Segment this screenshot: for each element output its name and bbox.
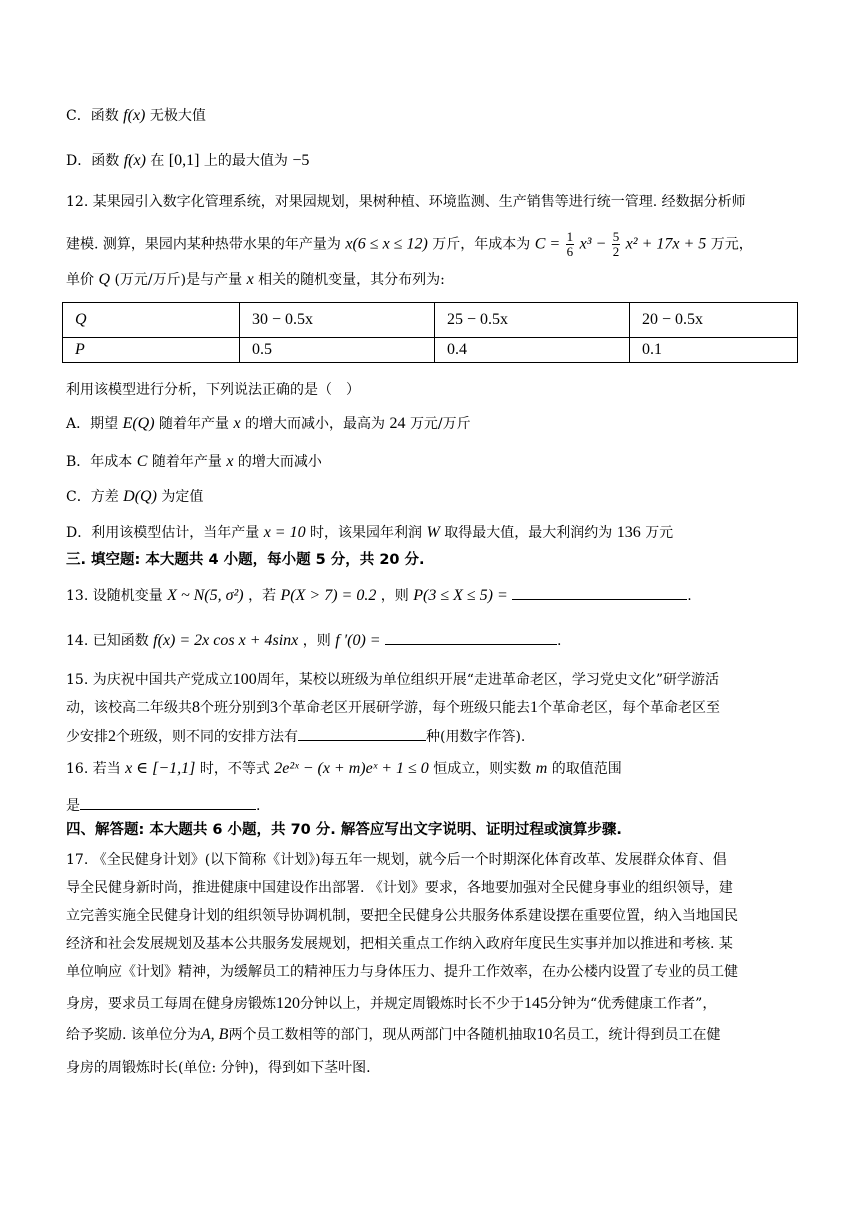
table-cell: 0.4: [435, 338, 630, 363]
denominator: 6: [566, 244, 574, 259]
text: 万元，: [710, 236, 753, 253]
text: 动，该校高二年级共: [66, 700, 192, 716]
text: 单价: [66, 272, 94, 288]
q17-line1: 17. 《全民健身计划》(以下简称《计划》)每五年一规划，就今后一个时期深化体育改革、发展群众体育、倡: [66, 852, 727, 868]
q15-line1: [66, 670, 719, 690]
q17-line8: 身房的周锻炼时长(单位: 分钟)，得到如下茎叶图.: [66, 1060, 371, 1076]
text: 的增大而减小: [237, 454, 322, 470]
text: 个班分别到: [200, 700, 270, 716]
math-expr: E(Q): [122, 415, 155, 432]
answer-blank[interactable]: [385, 630, 557, 645]
text: 15. 为庆祝中国共产党成立: [66, 672, 233, 688]
text: 万元: [645, 525, 674, 541]
math-expr: 2e²ˣ − (x + m)eˣ + 1 ≤ 0: [274, 760, 429, 777]
option-c-q11: [66, 106, 206, 126]
text: D．利用该模型估计，当年产量: [66, 525, 260, 541]
text: 随着年产量: [151, 454, 222, 470]
text: 万斤，年成本为: [432, 236, 531, 253]
table-cell: 0.5: [240, 338, 435, 363]
table-cell: 30 − 0.5x: [240, 303, 435, 338]
math-expr: f ′(0) =: [335, 632, 381, 649]
q12-stem: 利用该模型进行分析，下列说法正确的是（ ）: [66, 382, 360, 398]
text: 个革命老区开展研学游，每个班级只能去: [278, 700, 530, 716]
option-text: 上的最大值为: [203, 153, 288, 169]
q12-line3: [66, 270, 445, 290]
text: 的增大而减小，最高为: [245, 416, 386, 432]
text: 建模. 测算，果园内某种热带水果的年产量为: [66, 236, 341, 253]
q17-line4: 经济和社会发展规划及基本公共服务发展规划，把相关重点工作纳入政府年度民生实事并加以推进和考核. 某: [66, 936, 733, 952]
q17-line2: 导全民健身新时尚，推进健康中国建设作出部署. 《计划》要求，各地要加强对全民健身事业的组织领导，建: [66, 880, 733, 896]
table-cell: P: [63, 338, 240, 363]
q16-line2: [66, 795, 260, 816]
text: 少安排: [66, 729, 108, 745]
text: 13. 设随机变量: [66, 588, 163, 604]
q17-line5: 单位响应《计划》精神，为缓解员工的精神压力与身体压力、提升工作效率，在办公楼内设置了专业的员工健: [66, 964, 738, 980]
math-expr: D(Q): [123, 488, 157, 505]
math-expr: 120: [276, 995, 300, 1012]
math-expr: f(x): [123, 152, 146, 169]
option-text: 在: [150, 153, 165, 169]
math-expr: x: [246, 271, 254, 288]
math-expr: 24: [389, 415, 406, 432]
text: (万元/万斤)是与产量: [114, 272, 243, 288]
text: 恒成立，则实数: [433, 761, 532, 777]
text: ，若: [248, 588, 277, 604]
section-heading-fill-blank: 三. 填空题: 本大题共 4 小题，每小题 5 分，共 20 分.: [66, 552, 425, 568]
math-expr: 10: [536, 1026, 553, 1043]
text: ，则: [380, 588, 409, 604]
math-expr: P(3 ≤ X ≤ 5) =: [413, 587, 508, 604]
text: ，则: [302, 633, 331, 649]
text: .: [256, 798, 261, 814]
math-expr: x(6 ≤ x ≤ 12): [345, 235, 428, 253]
option-text: 无极大值: [149, 108, 206, 124]
text: 16. 若当: [66, 761, 121, 777]
math-expr: C: [136, 453, 148, 470]
fraction: [566, 230, 575, 259]
text: 的取值范围: [551, 761, 622, 777]
text: 时，不等式: [199, 761, 270, 777]
math-expr: Q: [98, 271, 111, 288]
text: 随着年产量: [159, 416, 230, 432]
math-expr: C =: [534, 235, 561, 253]
text: 个班级，则不同的安排方法有: [116, 729, 298, 745]
text: 两个员工数相等的部门，现从两部门中各随机抽取: [228, 1027, 537, 1043]
q14: [66, 630, 562, 651]
text: 是: [66, 798, 80, 814]
math-expr: x² + 17x + 5: [625, 235, 707, 253]
q12-option-d: [66, 523, 673, 543]
option-label: D．函数: [66, 153, 120, 169]
answer-blank[interactable]: [512, 585, 687, 600]
text: .: [557, 633, 562, 649]
answer-blank[interactable]: [80, 795, 256, 810]
math-expr: 8: [192, 699, 200, 716]
math-expr: W: [426, 524, 440, 541]
distribution-table: [62, 302, 798, 363]
text: 种(用数字作答).: [426, 729, 526, 745]
math-expr: A, B: [200, 1026, 229, 1043]
text: 周年，某校以班级为单位组织开展“走进革命老区，学习党史文化”研学游活: [256, 672, 720, 688]
q12-option-c: [66, 487, 203, 507]
math-expr: f(x): [123, 107, 146, 124]
math-expr: 1: [530, 699, 538, 716]
text: 相关的随机变量，其分布列为:: [258, 272, 445, 288]
denominator: 2: [612, 244, 620, 259]
q15-line2: [66, 698, 720, 718]
math-expr: 3: [270, 699, 278, 716]
text: 14. 已知函数: [66, 633, 149, 649]
text: 取得最大值，最大利润约为: [444, 525, 613, 541]
numerator: 1: [566, 229, 574, 244]
text: .: [687, 588, 692, 604]
math-expr: x ∈ [−1,1]: [125, 760, 196, 777]
math-expr: 136: [616, 524, 641, 541]
q12-option-b: [66, 452, 322, 472]
text: 身房，要求员工每周在健身房锻炼: [66, 996, 276, 1012]
table-cell: Q: [63, 303, 240, 338]
text: 分钟以上，并规定周锻炼时长不少于: [300, 996, 524, 1012]
q12-line2: [66, 230, 753, 259]
q12-option-a: [66, 414, 471, 434]
q17-line7: [66, 1025, 720, 1045]
numerator: 5: [612, 229, 620, 244]
text: 为定值: [161, 489, 204, 505]
math-expr: 2: [108, 728, 116, 745]
text: 给予奖励. 该单位分为: [66, 1027, 201, 1043]
section-heading-solutions: 四、解答题: 本大题共 6 小题，共 70 分. 解答应写出文字说明、证明过程或演算步骤.: [66, 822, 622, 838]
q17-line3: 立完善实施全民健身计划的组织领导协调机制，要把全民健身公共服务体系建设摆在重要位置，纳入当地国民: [66, 908, 738, 924]
math-expr: x: [226, 453, 234, 470]
text: 名员工，统计得到员工在健: [552, 1027, 721, 1043]
fraction: [612, 230, 621, 259]
option-d-q11: [66, 151, 309, 171]
table-cell: 0.1: [630, 338, 798, 363]
q16-line1: [66, 759, 622, 779]
table-row: [63, 338, 798, 363]
math-expr: m: [535, 760, 548, 777]
math-expr: −5: [292, 152, 310, 169]
text: B．年成本: [66, 454, 133, 470]
q12-line1: 12. 某果园引入数字化管理系统，对果园规划，果树种植、环境监测、生产销售等进行统一管理. 经数据分析师: [66, 194, 746, 210]
table-cell: 20 − 0.5x: [630, 303, 798, 338]
q15-line3: [66, 726, 525, 747]
math-expr: P(X > 7) = 0.2: [280, 587, 377, 604]
table-row: [63, 303, 798, 338]
text: C．方差: [66, 489, 119, 505]
text: 万元/万斤: [409, 416, 471, 432]
q17-line6: [66, 994, 716, 1014]
math-expr: 100: [232, 671, 257, 688]
math-expr: [0,1]: [168, 152, 200, 169]
q13: [66, 585, 692, 606]
math-expr: X ~ N(5, σ²): [167, 587, 244, 604]
math-expr: x³ −: [579, 235, 607, 253]
math-expr: x = 10: [263, 524, 306, 541]
math-expr: x: [233, 415, 241, 432]
text: A．期望: [66, 416, 119, 432]
text: 时，该果园年利润: [310, 525, 423, 541]
table-cell: 25 − 0.5x: [435, 303, 630, 338]
math-expr: 145: [524, 995, 548, 1012]
text: 分钟为“优秀健康工作者”，: [548, 996, 717, 1012]
option-label: C．函数: [66, 108, 119, 124]
math-expr: f(x) = 2x cos x + 4sinx: [153, 632, 299, 649]
answer-blank[interactable]: [298, 726, 426, 741]
text: 个革命老区，每个革命老区至: [538, 700, 720, 716]
